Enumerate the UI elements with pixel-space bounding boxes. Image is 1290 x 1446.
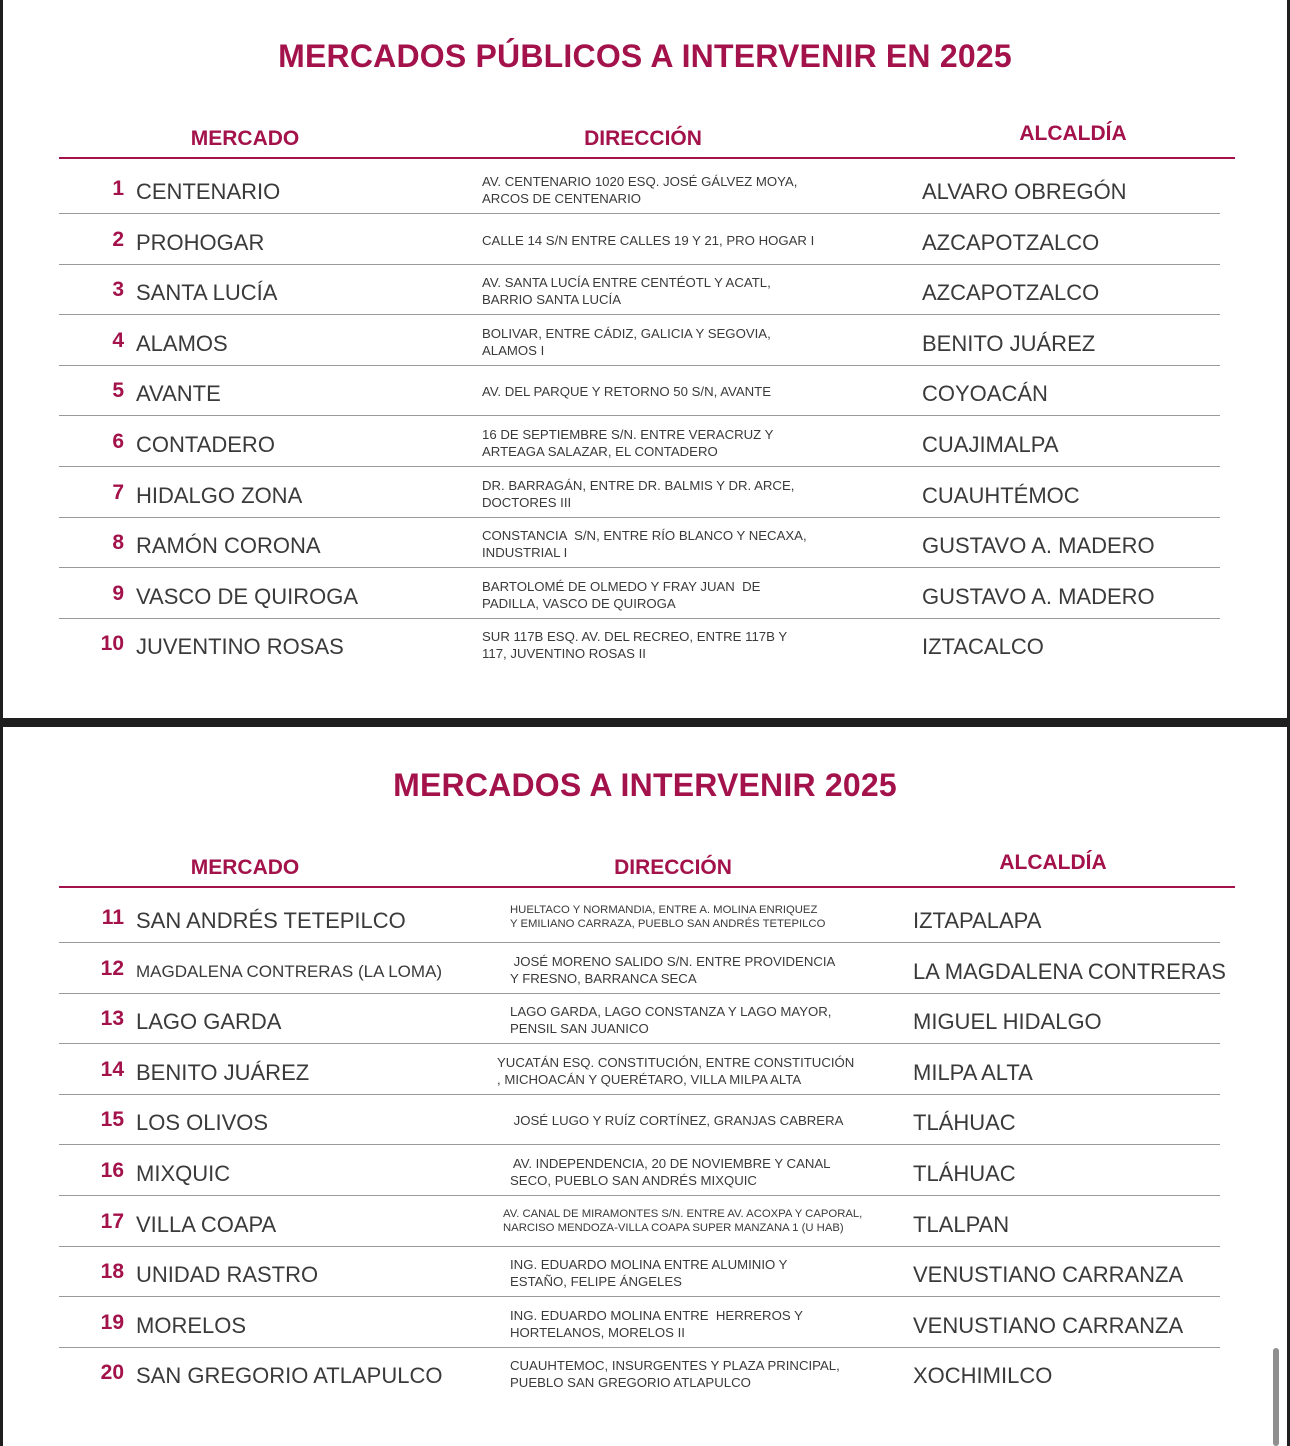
direccion-text: JOSÉ MORENO SALIDO S/N. ENTRE PROVIDENCIA Y FRESNO, BARRANCA SECA bbox=[510, 954, 836, 986]
row-number: 17 bbox=[100, 1210, 124, 1233]
mercado-name: SAN GREGORIO ATLAPULCO bbox=[136, 1363, 443, 1388]
mercado-name: ALAMOS bbox=[136, 331, 228, 356]
direccion-text: SUR 117B ESQ. AV. DEL RECREO, ENTRE 117B Y 117, JUVENTINO ROSAS II bbox=[482, 629, 788, 661]
direccion-text: HUELTACO Y NORMANDIA, ENTRE A. MOLINA ENRIQUEZ Y EMILIANO CARRAZA, PUEBLO SAN ANDRÉS TETEPILCO bbox=[510, 904, 826, 930]
table-row bbox=[59, 264, 1220, 315]
mercado-name: SAN ANDRÉS TETEPILCO bbox=[136, 908, 406, 933]
table-row bbox=[59, 1297, 1220, 1348]
column-header-mercado: MERCADO bbox=[190, 127, 300, 150]
alcaldia-name: LA MAGDALENA CONTRERAS bbox=[913, 959, 1226, 984]
alcaldia-name: GUSTAVO A. MADERO bbox=[922, 584, 1155, 609]
mercado-name: LOS OLIVOS bbox=[136, 1110, 269, 1135]
direccion-text: AV. CENTENARIO 1020 ESQ. JOSÉ GÁLVEZ MOYA, ARCOS DE CENTENARIO bbox=[482, 174, 798, 206]
row-number: 13 bbox=[100, 1007, 124, 1030]
direccion-text: AV. INDEPENDENCIA, 20 DE NOVIEMBRE Y CANAL SECO, PUEBLO SAN ANDRÉS MIXQUIC bbox=[510, 1156, 831, 1188]
column-header-mercado: MERCADO bbox=[190, 856, 300, 879]
table-title: MERCADOS A INTERVENIR 2025 bbox=[393, 767, 897, 803]
mercado-name: VASCO DE QUIROGA bbox=[136, 584, 359, 609]
table-row bbox=[59, 365, 1220, 416]
table-row bbox=[59, 416, 1220, 467]
header-rule bbox=[59, 157, 1235, 159]
header-rule bbox=[59, 886, 1235, 888]
table-panel-2 bbox=[3, 727, 1287, 1446]
table-row bbox=[59, 315, 1220, 366]
row-number: 3 bbox=[112, 278, 124, 301]
direccion-text: JOSÉ LUGO Y RUÍZ CORTÍNEZ, GRANJAS CABRERA bbox=[510, 1113, 844, 1128]
alcaldia-name: MIGUEL HIDALGO bbox=[913, 1009, 1102, 1034]
direccion-text: YUCATÁN ESQ. CONSTITUCIÓN, ENTRE CONSTITUCIÓN , MICHOACÁN Y QUERÉTARO, VILLA MILPA ALTA bbox=[497, 1055, 855, 1087]
row-number: 19 bbox=[100, 1311, 124, 1334]
direccion-text: BARTOLOMÉ DE OLMEDO Y FRAY JUAN DE PADILLA, VASCO DE QUIROGA bbox=[482, 579, 761, 611]
row-number: 12 bbox=[100, 957, 124, 980]
direccion-text: CONSTANCIA S/N, ENTRE RÍO BLANCO Y NECAXA, INDUSTRIAL I bbox=[482, 528, 807, 560]
table-row bbox=[59, 993, 1220, 1044]
mercado-name: MORELOS bbox=[136, 1313, 247, 1338]
mercado-name: HIDALGO ZONA bbox=[136, 483, 303, 508]
alcaldia-name: CUAJIMALPA bbox=[922, 432, 1059, 457]
alcaldia-name: IZTACALCO bbox=[922, 634, 1044, 659]
alcaldia-name: VENUSTIANO CARRANZA bbox=[913, 1313, 1184, 1338]
table-row bbox=[59, 618, 1220, 668]
row-number: 7 bbox=[112, 481, 124, 504]
alcaldia-name: TLÁHUAC bbox=[913, 1161, 1016, 1186]
direccion-text: BOLIVAR, ENTRE CÁDIZ, GALICIA Y SEGOVIA, ALAMOS I bbox=[482, 326, 771, 358]
row-number: 14 bbox=[100, 1058, 124, 1081]
mercado-name: SANTA LUCÍA bbox=[136, 280, 278, 305]
table-row bbox=[59, 1347, 1220, 1397]
direccion-text: 16 DE SEPTIEMBRE S/N. ENTRE VERACRUZ Y ARTEAGA SALAZAR, EL CONTADERO bbox=[482, 427, 774, 459]
table-row bbox=[59, 1094, 1220, 1145]
row-number: 20 bbox=[100, 1361, 124, 1384]
row-number: 9 bbox=[112, 582, 124, 605]
direccion-text: ING. EDUARDO MOLINA ENTRE HERREROS Y HORTELANOS, MORELOS II bbox=[510, 1308, 803, 1340]
mercado-name: CENTENARIO bbox=[136, 179, 281, 204]
mercado-name: RAMÓN CORONA bbox=[136, 533, 321, 558]
table-row bbox=[59, 163, 1220, 214]
direccion-text: DR. BARRAGÁN, ENTRE DR. BALMIS Y DR. ARCE, DOCTORES III bbox=[482, 478, 795, 510]
row-number: 4 bbox=[112, 329, 124, 352]
row-number: 6 bbox=[112, 430, 124, 453]
direccion-text: CUAUHTEMOC, INSURGENTES Y PLAZA PRINCIPAL, PUEBLO SAN GREGORIO ATLAPULCO bbox=[510, 1358, 840, 1390]
alcaldia-name: VENUSTIANO CARRANZA bbox=[913, 1262, 1184, 1287]
direccion-text: AV. CANAL DE MIRAMONTES S/N. ENTRE AV. ACOXPA Y CAPORAL, NARCISO MENDOZA-VILLA COAPA SUPER MANZANA 1 (U HAB) bbox=[503, 1208, 863, 1234]
mercado-name: AVANTE bbox=[136, 381, 221, 406]
alcaldia-name: ALVARO OBREGÓN bbox=[922, 179, 1127, 204]
table-row bbox=[59, 892, 1220, 943]
alcaldia-name: COYOACÁN bbox=[922, 381, 1048, 406]
alcaldia-name: AZCAPOTZALCO bbox=[922, 280, 1100, 305]
table-row bbox=[59, 214, 1220, 265]
row-number: 10 bbox=[100, 632, 124, 655]
direccion-text: AV. SANTA LUCÍA ENTRE CENTÉOTL Y ACATL, BARRIO SANTA LUCÍA bbox=[482, 275, 771, 307]
direccion-text: ING. EDUARDO MOLINA ENTRE ALUMINIO Y ESTAÑO, FELIPE ÁNGELES bbox=[510, 1257, 788, 1289]
direccion-text: LAGO GARDA, LAGO CONSTANZA Y LAGO MAYOR, PENSIL SAN JUANICO bbox=[510, 1004, 832, 1036]
mercado-name: MIXQUIC bbox=[136, 1161, 231, 1186]
alcaldia-name: MILPA ALTA bbox=[913, 1060, 1033, 1085]
alcaldia-name: TLÁHUAC bbox=[913, 1110, 1016, 1135]
mercado-name: JUVENTINO ROSAS bbox=[136, 634, 344, 659]
table-row bbox=[59, 943, 1226, 994]
row-number: 8 bbox=[112, 531, 124, 554]
table-row bbox=[59, 517, 1220, 568]
mercado-name: UNIDAD RASTRO bbox=[136, 1262, 319, 1287]
column-header-direccion: DIRECCIÓN bbox=[584, 127, 702, 150]
table-row bbox=[59, 1246, 1220, 1297]
mercado-name: MAGDALENA CONTRERAS (LA LOMA) bbox=[136, 962, 443, 981]
row-number: 2 bbox=[112, 228, 124, 251]
row-number: 15 bbox=[100, 1108, 124, 1131]
alcaldia-name: BENITO JUÁREZ bbox=[922, 331, 1096, 356]
alcaldia-name: GUSTAVO A. MADERO bbox=[922, 533, 1155, 558]
direccion-text: AV. DEL PARQUE Y RETORNO 50 S/N, AVANTE bbox=[482, 384, 771, 399]
row-number: 18 bbox=[100, 1260, 124, 1283]
mercado-name: PROHOGAR bbox=[136, 230, 265, 255]
table-row bbox=[59, 467, 1220, 518]
alcaldia-name: TLALPAN bbox=[913, 1212, 1010, 1237]
table-row bbox=[59, 1044, 1220, 1095]
alcaldia-name: IZTAPALAPA bbox=[913, 908, 1042, 933]
column-header-alcaldia: ALCALDÍA bbox=[999, 851, 1107, 874]
row-number: 11 bbox=[101, 906, 124, 929]
column-header-direccion: DIRECCIÓN bbox=[614, 856, 732, 879]
mercado-name: VILLA COAPA bbox=[136, 1212, 277, 1237]
mercado-name: CONTADERO bbox=[136, 432, 275, 457]
table-title: MERCADOS PÚBLICOS A INTERVENIR EN 2025 bbox=[278, 38, 1012, 74]
table-row bbox=[59, 1145, 1220, 1196]
mercado-name: BENITO JUÁREZ bbox=[136, 1060, 310, 1085]
direccion-text: CALLE 14 S/N ENTRE CALLES 19 Y 21, PRO HOGAR I bbox=[482, 233, 815, 248]
alcaldia-name: CUAUHTÉMOC bbox=[922, 483, 1080, 508]
table-panel-1 bbox=[3, 0, 1287, 718]
alcaldia-name: AZCAPOTZALCO bbox=[922, 230, 1100, 255]
alcaldia-name: XOCHIMILCO bbox=[913, 1363, 1053, 1388]
row-number: 1 bbox=[112, 177, 124, 200]
column-header-alcaldia: ALCALDÍA bbox=[1019, 122, 1127, 145]
row-number: 16 bbox=[100, 1159, 124, 1182]
scrollbar-thumb[interactable] bbox=[1273, 1348, 1279, 1446]
table-row bbox=[59, 568, 1220, 619]
table-row bbox=[59, 1196, 1220, 1247]
mercado-name: LAGO GARDA bbox=[136, 1009, 282, 1034]
row-number: 5 bbox=[112, 379, 124, 402]
